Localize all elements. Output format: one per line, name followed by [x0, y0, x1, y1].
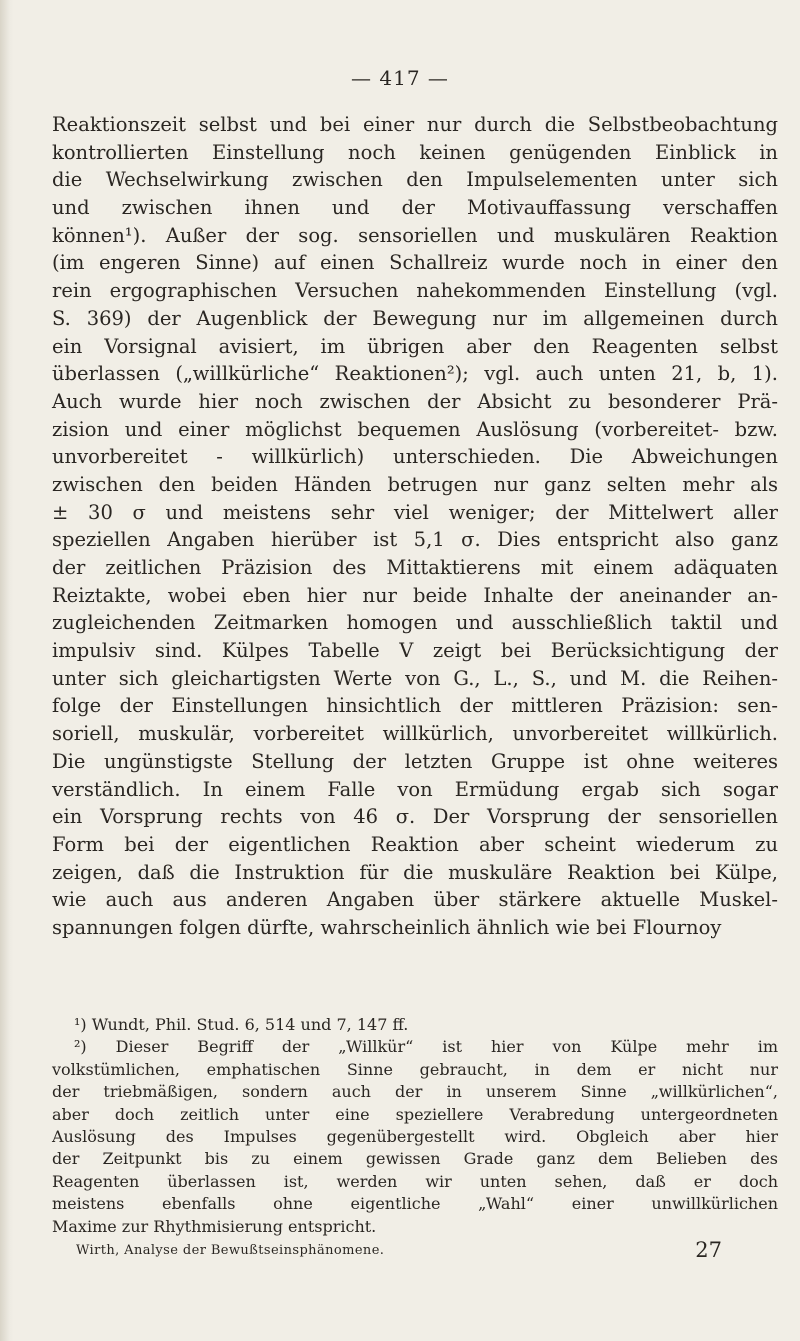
text-line: soriell, muskulär, vorbereitet willkürlich, unvorbereitet willkürlich.: [52, 722, 778, 746]
text-line: unvorbereitet - willkürlich) unterschieden. Die Abweichungen: [52, 445, 778, 469]
footnote-line: Auslösung des Impulses gegenübergestellt wird. Obgleich aber hier: [52, 1126, 778, 1146]
text-line: ein Vorsprung rechts von 46 σ. Der Vorsprung der sensoriellen: [52, 805, 778, 829]
text-line: wie auch aus anderen Angaben über stärkere aktuelle Muskel-: [52, 888, 778, 912]
text-line: spannungen folgen dürfte, wahrscheinlich ähnlich wie bei Flournoy: [52, 915, 722, 939]
text-line: S. 369) der Augenblick der Bewegung nur im allgemeinen durch: [52, 306, 778, 330]
text-line: Die ungünstigste Stellung der letzten Gruppe ist ohne weiteres: [52, 749, 778, 773]
footnote-line: Maxime zur Rhythmisierung entspricht.: [52, 1216, 377, 1236]
page-edge-shadow: [0, 0, 14, 1341]
text-line: Reaktionszeit selbst und bei einer nur durch die Selbstbeobachtung: [52, 113, 778, 136]
footnote-line: meistens ebenfalls ohne eigentliche „Wahl“ einer unwillkürlichen: [52, 1194, 778, 1214]
footnote-line: ¹) Wundt, Phil. Stud. 6, 514 und 7, 147 ff.: [74, 1015, 409, 1034]
text-line: Form bei der eigentlichen Reaktion aber scheint wiederum zu: [52, 832, 778, 856]
sheet-number: 27: [695, 1238, 722, 1262]
text-line: überlassen („willkürliche“ Reaktionen²); vgl. auch unten 21, b, 1).: [52, 362, 778, 386]
text-line: ± 30 σ und meistens sehr viel weniger; der Mittelwert aller: [52, 500, 778, 524]
text-line: und zwischen ihnen und der Motivauffassung verschaffen: [52, 196, 778, 220]
footnotes: [52, 1014, 778, 1238]
text-line: verständlich. In einem Falle von Ermüdung ergab sich sogar: [52, 777, 778, 801]
text-line: Auch wurde hier noch zwischen der Absicht zu besonderer Prä-: [52, 389, 778, 413]
text-line: unter sich gleichartigsten Werte von G., L., S., und M. die Reihen-: [52, 666, 778, 690]
main-text: [52, 111, 778, 942]
printer-signature: Wirth, Analyse der Bewußtseinsphänomene.: [76, 1243, 385, 1258]
text-line: Reiztakte, wobei eben hier nur beide Inhalte der aneinander an-: [52, 583, 778, 607]
text-line: zugleichenden Zeitmarken homogen und ausschließlich taktil und: [52, 611, 778, 635]
footnote-line: der Zeitpunkt bis zu einem gewissen Grade ganz dem Belieben des: [52, 1149, 778, 1169]
text-line: rein ergographischen Versuchen nahekommenden Einstellung (vgl.: [52, 279, 778, 303]
footnote-line: volkstümlichen, emphatischen Sinne gebraucht, in dem er nicht nur: [52, 1059, 778, 1079]
text-line: speziellen Angaben hierüber ist 5,1 σ. Dies entspricht also ganz: [52, 528, 778, 552]
signature-row: [76, 1237, 778, 1265]
footnote-line: ²) Dieser Begriff der „Willkür“ ist hier von Külpe mehr im: [74, 1037, 778, 1057]
page-number: — 417 —: [351, 66, 449, 90]
text-line: zeigen, daß die Instruktion für die muskuläre Reaktion bei Külpe,: [52, 860, 778, 884]
text-line: (im engeren Sinne) auf einen Schallreiz wurde noch in einer den: [52, 251, 778, 275]
text-line: der zeitlichen Präzision des Mittaktierens mit einem adäquaten: [52, 556, 778, 579]
text-line: die Wechselwirkung zwischen den Impulselementen unter sich: [52, 168, 778, 192]
footnote-line: aber doch zeitlich unter eine speziellere Verabredung untergeordneten: [52, 1104, 778, 1124]
text-line: können¹). Außer der sog. sensoriellen und muskulären Reaktion: [52, 223, 778, 247]
text-line: impulsiv sind. Külpes Tabelle V zeigt bei Berücksichtigung der: [52, 639, 778, 663]
text-line: folge der Einstellungen hinsichtlich der mittleren Präzision: sen-: [52, 694, 778, 718]
footnote-line: Reagenten überlassen ist, werden wir unten sehen, daß er doch: [52, 1171, 778, 1191]
text-line: zision und einer möglichst bequemen Auslösung (vorbereitet- bzw.: [52, 417, 778, 441]
footnote-line: der triebmäßigen, sondern auch der in unserem Sinne „willkürlichen“,: [52, 1082, 778, 1102]
text-line: kontrollierten Einstellung noch keinen genügenden Einblick in: [52, 140, 778, 164]
text-line: zwischen den beiden Händen betrugen nur ganz selten mehr als: [52, 472, 778, 496]
text-line: ein Vorsignal avisiert, im übrigen aber den Reagenten selbst: [52, 334, 778, 358]
